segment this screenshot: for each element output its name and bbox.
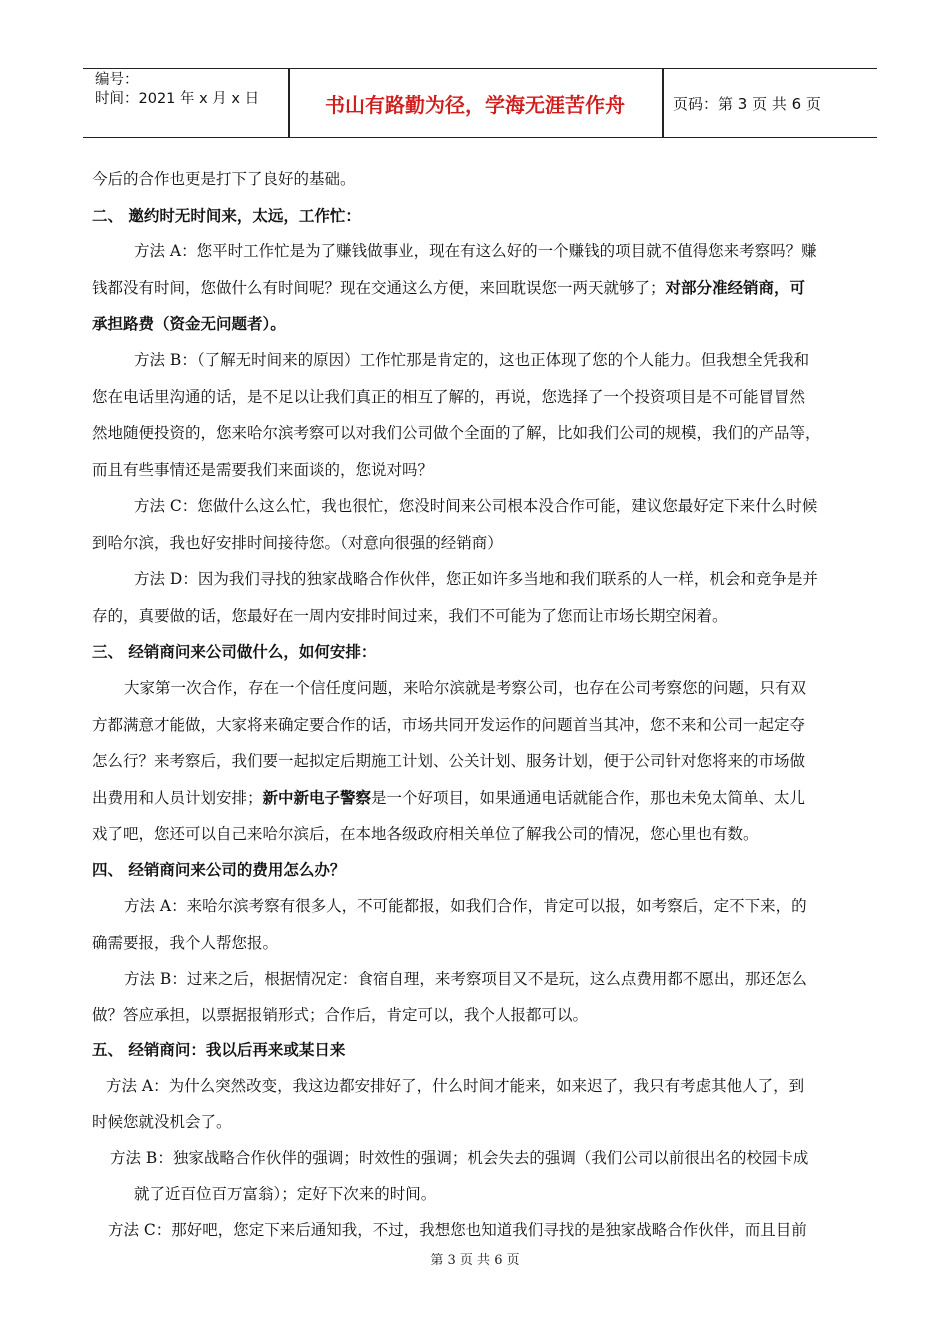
line-text: 方法 A：来哈尔滨考察有很多人，不可能都报，如我们合作，肯定可以报，如考察后，定不下来，的: [124, 897, 807, 915]
page-header: [83, 68, 877, 138]
paragraph-line: [134, 496, 817, 516]
line-text: 存的，真要做的话，您最好在一周内安排时间过来，我们不可能为了您而让市场长期空闲着。: [92, 607, 728, 625]
header-meta: [95, 71, 259, 109]
line-text-tail: 是一个好项目，如果通通电话就能合作，那也未免太简单、太儿: [371, 789, 806, 807]
line-text: 到哈尔滨，我也好安排时间接待您。（对意向很强的经销商）: [92, 534, 503, 552]
line-text: 方法 A：为什么突然改变，我这边都安排好了，什么时间才能来，如来迟了，我只有考虑其他人了，到: [106, 1077, 805, 1095]
paragraph-line: [92, 1040, 345, 1060]
paragraph-line: [92, 169, 356, 189]
paragraph-line: [108, 1220, 807, 1240]
line-text: 承担路费（资金无问题者）。: [92, 314, 286, 333]
document-date-label: 时间：2021 年 x 月 x 日: [95, 91, 260, 107]
paragraph-line: [92, 206, 361, 226]
paragraph-line: [92, 860, 345, 880]
line-text: 就了近百位百万富翁）；定好下次来的时间。: [134, 1185, 437, 1203]
paragraph-line: [92, 278, 805, 298]
line-text: 然地随便投资的，您来哈尔滨考察可以对我们公司做个全面的了解，比如我们公司的规模，我们的产品等，: [92, 424, 821, 442]
paragraph-line: [92, 423, 821, 443]
header-divider: [662, 69, 664, 137]
line-emphasis: 新中新电子警察: [262, 788, 372, 807]
line-text: 方法 B：过来之后，根据情况定：食宿自理，来考察项目又不是玩，这么点费用都不愿出，那还怎么: [124, 970, 807, 988]
line-text: 大家第一次合作，存在一个信任度问题，来哈尔滨就是考察公司，也存在公司考察您的问题，只有双: [124, 679, 807, 697]
paragraph-line: [92, 933, 278, 953]
paragraph-line: [106, 1076, 804, 1096]
line-text: 四、 经销商问来公司的费用怎么办？: [92, 860, 346, 879]
line-text: 而且有些事情还是需要我们来面谈的，您说对吗？: [92, 461, 434, 479]
line-text: 方法 D：因为我们寻找的独家战略合作伙伴，您正如许多当地和我们联系的人一样，机会和竞争是并: [134, 570, 818, 588]
paragraph-line: [92, 533, 503, 553]
line-text: 今后的合作也更是打下了良好的基础。: [92, 170, 356, 188]
paragraph-line: [134, 241, 817, 261]
line-text: 三、 经销商问来公司做什么，如何安排：: [92, 642, 377, 661]
paragraph-line: [92, 1112, 232, 1132]
paragraph-line: [92, 751, 805, 771]
line-text: 您在电话里沟通的话，是不足以让我们真正的相互了解的，再说，您选择了一个投资项目是不可能冒冒然: [92, 388, 806, 406]
line-emphasis: 对部分准经销商，可: [665, 278, 806, 297]
paragraph-line: [134, 350, 809, 370]
line-text: 做？答应承担，以票据报销形式；合作后，肯定可以，我个人报都可以。: [92, 1006, 589, 1024]
paragraph-line: [124, 969, 807, 989]
line-text: 方法 C：您做什么这么忙，我也很忙，您没时间来公司根本没合作可能，建议您最好定下来什么时候: [134, 497, 818, 515]
line-text: 戏了吧，您还可以自己来哈尔滨后，在本地各级政府相关单位了解我公司的情况，您心里也有数。: [92, 825, 759, 843]
paragraph-line: [134, 1184, 436, 1204]
paragraph-line: [110, 1148, 808, 1168]
header-motto: 书山有路勤为径，学海无涯苦作舟: [325, 92, 625, 117]
line-text: 方法 C：那好吧，您定下来后通知我，不过，我想您也知道我们寻找的是独家战略合作伙伴，而且目前: [108, 1221, 807, 1239]
page-footer: 第 3 页 共 6 页: [430, 1253, 520, 1268]
line-text: 方都满意才能做，大家将来确定要合作的话，市场共同开发运作的问题首当其冲，您不来和公司一起定夺: [92, 716, 806, 734]
paragraph-line: [92, 606, 728, 626]
paragraph-line: [92, 314, 286, 334]
line-text: 确需要报，我个人帮您报。: [92, 934, 279, 952]
paragraph-line: [92, 824, 759, 844]
paragraph-line: [134, 569, 818, 589]
paragraph-line: [92, 715, 805, 735]
line-text: 方法 A：您平时工作忙是为了赚钱做事业，现在有这么好的一个赚钱的项目就不值得您来考察吗？赚: [134, 242, 817, 260]
line-text: 二、 邀约时无时间来，太远，工作忙：: [92, 206, 361, 225]
paragraph-line: [92, 387, 805, 407]
paragraph-line: [92, 460, 433, 480]
line-text: 时候您就没机会了。: [92, 1113, 232, 1131]
paragraph-line: [124, 678, 806, 698]
paragraph-line: [92, 642, 376, 662]
line-text: 出费用和人员计划安排；: [92, 789, 263, 807]
line-text: 五、 经销商问：我以后再来或某日来: [92, 1040, 346, 1059]
line-text: 方法 B：独家战略合作伙伴的强调；时效性的强调；机会失去的强调（我们公司以前很出名的校园卡成: [110, 1149, 809, 1167]
line-text: 怎么行？来考察后，我们要一起拟定后期施工计划、公关计划、服务计划，便于公司针对您将来的市场做: [92, 752, 806, 770]
line-text: 方法 B：（了解无时间来的原因）工作忙那是肯定的，这也正体现了您的个人能力。但我想全凭我和: [134, 351, 810, 369]
document-number-label: 编号：: [95, 72, 139, 88]
paragraph-line: [92, 788, 805, 808]
paragraph-line: [92, 1005, 588, 1025]
header-page-number: 页码：第 3 页 共 6 页: [673, 94, 821, 113]
line-text: 钱都没有时间，您做什么有时间呢？现在交通这么方便，来回耽误您一两天就够了；: [92, 279, 666, 297]
paragraph-line: [124, 896, 807, 916]
